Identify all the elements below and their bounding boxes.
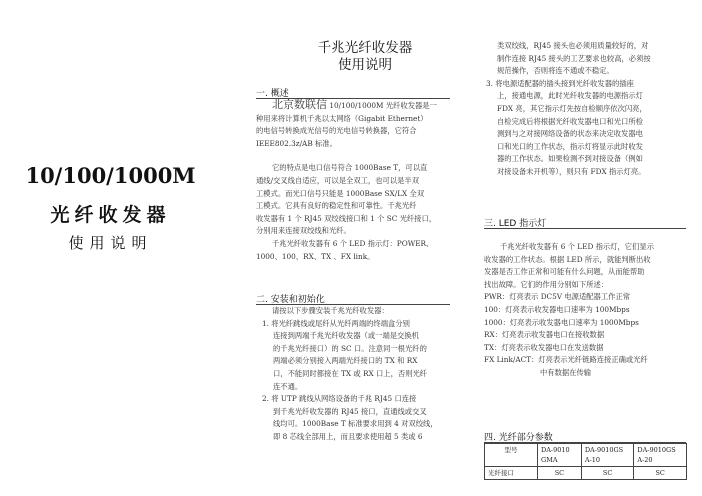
section-led-rule	[484, 228, 686, 229]
table-header-row	[485, 444, 687, 467]
section-led-body	[484, 241, 688, 380]
table-row	[485, 467, 687, 480]
section-led-heading: 三. LED 指示灯	[484, 219, 547, 229]
install-line: 对接设备未开机等），则只有 FDX 指示灯亮。	[497, 166, 646, 176]
overview-line: 种用来将计算机千兆以太网络（Gigabit Ethernet）	[256, 113, 428, 123]
led-item: 100：灯亮表示收发器电口速率为 100Mbps	[484, 304, 630, 314]
install-line: 连不通。	[273, 381, 303, 391]
led-item: 中有数据在传输	[540, 367, 592, 377]
install-line: 类双绞线，RJ45 接头也必须用质量较好的，对	[497, 41, 649, 50]
overview-line: 的电信号转换成光信号的光电信号转换器，它符合	[256, 126, 417, 136]
install-line: 上，接通电源，此时光纤收发器的电源指示灯	[497, 91, 643, 101]
overview-line: 分别用来连接双绞线和光纤。	[256, 226, 351, 236]
install-line: 两端必须分别接入两端光纤接口的 TX 和 RX	[273, 356, 418, 366]
install-continued	[480, 40, 690, 179]
document-title	[300, 40, 430, 74]
led-intro-line: 收发器的工作状态。根据 LED 所示，就能判断出收	[484, 254, 651, 264]
install-line: 口，不能同时都接在 TX 或 RX 口上，否则光纤	[273, 368, 428, 378]
cover-title: 10/100/1000M	[25, 163, 196, 188]
overview-line: 工模式。而光口信号只能是 1000Base SX/LX 全双	[256, 188, 425, 198]
led-item: RX：灯亮表示收发器电口在接收数据	[484, 330, 605, 340]
overview-line: 它的特点是电口信号符合 1000Base T，可以直	[272, 163, 428, 173]
install-line: 1. 将光纤跳线或尾纤从光纤两端的终端盒分别	[262, 318, 410, 328]
install-line: 2. 将 UTP 跳线从网络设备的千兆 RJ45 口连接	[262, 394, 417, 404]
install-line: 规范操作，否则将连不通或不稳定。	[497, 66, 614, 76]
overview-line: 千兆光纤收发器有 6 个 LED 指示灯：POWER、	[272, 238, 434, 248]
install-line: 连接到两端千兆光纤收发器（或一端是交换机	[273, 331, 419, 341]
overview-line: IEEE802.3z/AB 标准。	[256, 138, 337, 148]
fiber-specs-table	[484, 443, 687, 480]
install-line: 到千兆光纤收发器的 RJ45 接口，直通线或交叉	[273, 406, 427, 416]
led-item: 1000：灯亮表示收发器电口速率为 1000Mbps	[484, 317, 639, 327]
led-item: TX：灯亮表示收发器电口在发送数据	[484, 342, 604, 352]
section-install-body	[256, 305, 450, 444]
led-intro-line: 发器是否工作正常和可能有什么问题，从而能帮助	[484, 267, 645, 277]
document-title-line1: 千兆光纤收发器	[317, 40, 413, 56]
table-header-cell: DA-9010GS A-10	[581, 444, 634, 467]
company-name: 北京数联信	[272, 98, 327, 111]
table-cell: SC	[634, 467, 687, 480]
led-item: FX Link/ACT：灯亮表示光纤链路连接正确或光纤	[484, 355, 648, 365]
table-header-cell: DA-9010GS A-20	[634, 444, 687, 467]
section-specs-heading: 四. 光纤部分参数	[484, 433, 553, 443]
install-line: 的千兆光纤接口）的 SC 口。注意同一根光纤的	[273, 343, 427, 353]
install-line: 测到与之对接网络设备的状态来决定收发器电	[497, 129, 643, 139]
install-line: 即 8 芯线全部用上，而且要求使用超 5 类或 6	[273, 431, 423, 441]
cover-manual-label: 使用说明	[68, 234, 153, 252]
install-line: 口和光口的工作状态，指示灯将显示此时收发	[497, 141, 643, 151]
table-cell: SC	[538, 467, 582, 480]
table-cell: 光纤接口	[485, 467, 538, 480]
overview-line: 工模式。它具有良好的稳定性和可靠性。千兆光纤	[256, 201, 417, 211]
overview-line: 1000、100、RX、TX 、FX link。	[256, 251, 375, 261]
overview-line: 通线/交叉线自适应，可以是全双工，也可以是半双	[256, 175, 419, 185]
led-intro-line: 找出故障。它们的作用分别如下所述：	[484, 279, 609, 289]
install-line: 自检完成后将根据光纤收发器电口和光口所检	[497, 116, 643, 126]
overview-line: 收发器有 1 个 RJ45 双绞线接口和 1 个 SC 光纤接口，	[256, 213, 437, 223]
table-header-cell: 型号	[485, 444, 538, 467]
section-overview-heading: 一. 概述	[256, 89, 289, 99]
section-install-heading: 二. 安装和初始化	[256, 295, 325, 305]
install-line: 3. 将电源适配器的插头接到光纤收发器的插座	[486, 78, 634, 88]
install-intro: 请按以下步骤安装千兆光纤收发器：	[272, 306, 389, 315]
cover-subtitle: 光纤收发器	[50, 204, 171, 226]
overview-line: 北京数联信 10/100/1000M 光纤收发器是一	[272, 98, 437, 111]
install-line: 线均可。1000Base T 标准要求用到 4 对双绞线，	[273, 419, 438, 429]
document-title-line2: 使用说明	[338, 57, 392, 73]
table-cell: SC	[581, 467, 634, 480]
led-intro-line: 千兆光纤收发器有 6 个 LED 指示灯，它们显示	[500, 242, 654, 251]
install-line: 器的工作状态。如果检测不到对接设备（例如	[497, 154, 643, 164]
table-header-cell: DA-9010 GMA	[538, 444, 582, 467]
led-item: PWR：灯亮表示 DC5V 电源适配器工作正常	[484, 292, 631, 302]
section-overview-body	[256, 99, 450, 263]
install-line: 制作连接 RJ45 接头的工艺要求也较高，必须按	[497, 53, 651, 63]
install-line: FDX 亮，其它指示灯先按自检顺序依次闪亮，	[497, 103, 647, 113]
